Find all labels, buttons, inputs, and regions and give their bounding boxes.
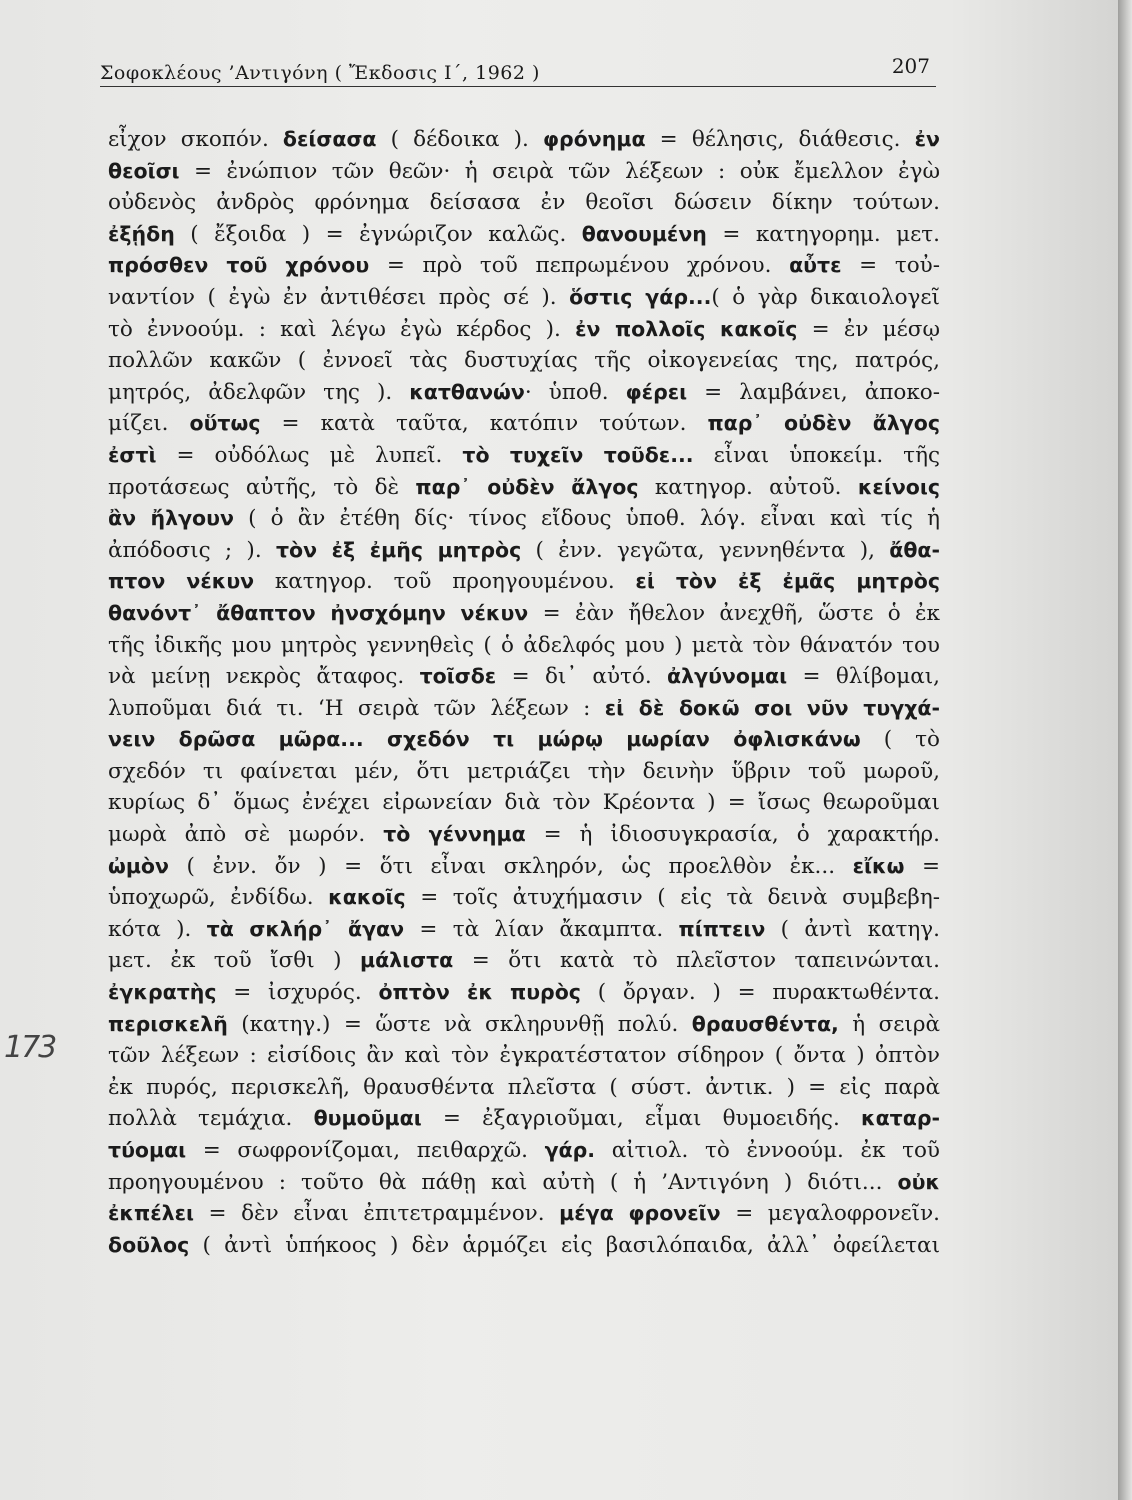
text-line bbox=[108, 377, 940, 409]
gloss-text: = ὅτι κατὰ τὸ πλεῖστον ταπεινώνται. bbox=[453, 948, 941, 974]
lemma-term: ὅστις γάρ... bbox=[569, 284, 712, 309]
lemma-term: μέγα φρονεῖν bbox=[559, 1201, 721, 1226]
lemma-term: ἐκπέλει bbox=[108, 1201, 194, 1226]
lemma-term: θεοῖσι bbox=[108, 158, 180, 183]
gloss-text: = μεγαλοφρονεῖν. bbox=[720, 1201, 940, 1227]
lemma-term: φέρει bbox=[625, 379, 688, 404]
gloss-text: ( ἔξοιδα ) = ἐγνώριζον καλῶς. bbox=[174, 221, 582, 247]
gloss-text: ( ἀντὶ κατηγ. bbox=[765, 916, 940, 942]
gloss-text: προτάσεως αὐτῆς, τὸ δὲ bbox=[108, 474, 416, 500]
page-number: 207 bbox=[891, 54, 930, 78]
gloss-text: = ἡ ἰδιοσυγκρασία, ὁ χαρακτήρ. bbox=[525, 822, 940, 848]
text-line bbox=[108, 282, 940, 314]
gloss-text: = κατὰ ταῦτα, κατόπιν τούτων. bbox=[260, 411, 708, 437]
text-line bbox=[108, 314, 940, 346]
lemma-term: τὸν ἐξ ἐμῆς μητρὸς bbox=[275, 537, 522, 562]
lemma-term: ὠμὸν bbox=[108, 853, 169, 878]
gloss-text: = ἐνώπιον τῶν θεῶν· ἡ σειρὰ τῶν λέξεων : οὐκ ἔμελλον ἐγὼ bbox=[179, 158, 940, 184]
gloss-text: μετ. ἐκ τοῦ ἴσθι ) bbox=[108, 948, 360, 974]
lemma-term: περισκελῆ bbox=[108, 1011, 228, 1036]
gloss-text: · ὑποθ. bbox=[524, 379, 626, 405]
text-line bbox=[108, 187, 940, 219]
text-line bbox=[108, 1040, 940, 1072]
text-line bbox=[108, 156, 940, 188]
gloss-text: = ἐν μέσῳ bbox=[797, 316, 940, 342]
gloss-text: = θλίβομαι, bbox=[787, 664, 940, 690]
text-line bbox=[108, 598, 940, 630]
lemma-term: παρ᾽ οὐδὲν ἄλγος bbox=[707, 411, 941, 436]
lemma-term: κείνοις bbox=[857, 474, 941, 499]
gloss-text: (κατηγ.) = ὥστε νὰ σκληρυνθῇ πολύ. bbox=[227, 1011, 692, 1037]
text-line bbox=[108, 345, 940, 377]
gloss-text: = κατηγορημ. μετ. bbox=[706, 221, 941, 247]
gloss-text: ὑποχωρῶ, ἐνδίδω. bbox=[108, 885, 329, 911]
gloss-text: = τὰ λίαν ἄκαμπτα. bbox=[404, 916, 679, 942]
text-line bbox=[108, 1072, 940, 1104]
gloss-text: = bbox=[904, 853, 940, 879]
gloss-text: προηγουμένου : τοῦτο θὰ πάθῃ καὶ αὐτὴ ( ἡ ’Αντιγόνη ) διότι... bbox=[108, 1169, 898, 1195]
text-line bbox=[108, 661, 940, 693]
gloss-text: ( ὁ ἂν ἐτέθη δίς· τίνος εἴδους ὑποθ. λόγ. εἶναι καὶ τίς ἡ bbox=[233, 506, 940, 532]
lemma-term: τύομαι bbox=[108, 1138, 187, 1162]
lemma-term: ἐγκρατὴς bbox=[108, 980, 217, 1005]
gloss-text: εἶναι ὑποκείμ. τῆς bbox=[693, 442, 940, 468]
lemma-term: εἴκω bbox=[852, 853, 905, 878]
text-line bbox=[108, 945, 940, 977]
text-line bbox=[108, 693, 940, 725]
gloss-text: ἡ σειρὰ bbox=[838, 1011, 940, 1037]
text-line bbox=[108, 440, 940, 472]
text-line bbox=[108, 535, 940, 567]
text-line bbox=[108, 882, 940, 914]
lemma-term: εἰ τὸν ἐξ ἐμᾶς μητρὸς bbox=[635, 569, 940, 594]
gloss-text: = λαμβάνει, ἀποκο- bbox=[687, 379, 941, 405]
text-line bbox=[108, 472, 940, 504]
text-line bbox=[108, 724, 940, 756]
gloss-text: = τοῖς ἀτυχήμασιν ( εἰς τὰ δεινὰ συμβεβη- bbox=[405, 885, 941, 911]
text-line bbox=[108, 756, 940, 788]
lemma-term: δείσασα bbox=[282, 127, 377, 151]
lemma-term: ἐν πολλοῖς κακοῖς bbox=[575, 316, 798, 341]
gloss-text: οὐδενὸς ἀνδρὸς φρόνημα δείσασα ἐν θεοῖσι δώσειν δίκην τούτων. bbox=[108, 190, 940, 216]
gloss-text: πολλὰ τεμάχια. bbox=[108, 1106, 314, 1132]
gloss-text: μίζει. bbox=[108, 411, 190, 437]
gloss-text: = δὲν εἶναι ἐπιτετραμμένον. bbox=[193, 1201, 560, 1227]
lemma-term: παρ᾽ οὐδὲν ἄλγος bbox=[415, 474, 639, 499]
lemma-term: ἄθα- bbox=[889, 537, 940, 562]
lemma-term: τοῖσδε bbox=[419, 664, 497, 689]
gloss-text: = ἐξαγριοῦμαι, εἶμαι θυμοειδής. bbox=[421, 1106, 861, 1132]
lemma-term: κατθανών bbox=[409, 379, 525, 404]
gloss-text: σχεδόν τι φαίνεται μέν, ὅτι μετριάζει τὴν δεινὴν ὕβριν τοῦ μωροῦ, bbox=[108, 758, 940, 784]
text-line bbox=[108, 219, 940, 251]
gloss-text: τὸ ἐννοούμ. : καὶ λέγω ἐγὼ κέρδος ). bbox=[108, 316, 576, 342]
gloss-text: = θέλησις, διάθεσις. bbox=[645, 127, 915, 152]
gloss-text: κατηγορ. αὐτοῦ. bbox=[638, 474, 858, 500]
lemma-term: θραυσθέντα, bbox=[691, 1011, 839, 1036]
lemma-term: ἂν ἤλγουν bbox=[108, 506, 234, 531]
gloss-text: = οὐδόλως μὲ λυπεῖ. bbox=[156, 442, 463, 468]
lemma-term: δοῦλος bbox=[108, 1232, 190, 1257]
text-line bbox=[108, 630, 940, 662]
lemma-term: ὀπτὸν ἐκ πυρὸς bbox=[378, 980, 581, 1005]
commentary-text bbox=[108, 124, 940, 1261]
text-line bbox=[108, 1009, 940, 1041]
lemma-term: ἐξῄδη bbox=[108, 221, 175, 246]
lemma-term: καταρ- bbox=[861, 1106, 940, 1131]
lemma-term: αὖτε bbox=[789, 253, 842, 278]
text-line bbox=[108, 1167, 940, 1199]
gloss-text: λυποῦμαι διά τι. ‘Η σειρὰ τῶν λέξεων : bbox=[108, 695, 605, 721]
text-line bbox=[108, 124, 940, 156]
text-line bbox=[108, 503, 940, 535]
gloss-text: μωρὰ ἀπὸ σὲ μωρόν. bbox=[108, 822, 384, 848]
page-edge-shadow bbox=[1118, 0, 1132, 1500]
gloss-text: ναντίον ( ἐγὼ ἐν ἀντιθέσει πρὸς σέ ). bbox=[108, 284, 570, 310]
header-rule bbox=[100, 86, 936, 87]
handwritten-margin-note: 173 bbox=[4, 1030, 56, 1065]
gloss-text: ἀπόδοσις ; ). bbox=[108, 537, 276, 563]
text-line bbox=[108, 408, 940, 440]
gloss-text: κατηγορ. τοῦ προηγουμένου. bbox=[254, 569, 636, 595]
lemma-term: οὐκ bbox=[897, 1169, 940, 1194]
lemma-term: μάλιστα bbox=[360, 948, 454, 973]
lemma-term: ἐν bbox=[914, 127, 940, 151]
gloss-text: τῶν λέξεων : εἰσίδοις ἂν καὶ τὸν ἐγκρατέστατον σίδηρον ( ὄντα ) ὀπτὸν bbox=[108, 1043, 940, 1069]
lemma-term: ἀλγύνομαι bbox=[667, 664, 788, 689]
gloss-text: ἐκ πυρός, περισκελῆ, θραυσθέντα πλεῖστα ( σύστ. ἀντικ. ) = εἰς παρὰ bbox=[108, 1074, 940, 1100]
text-line bbox=[108, 566, 940, 598]
running-title: Σοφοκλέους ’Αντιγόνη ( Ἔκδοσις Ι΄, 1962 ) bbox=[100, 62, 540, 84]
gloss-text: εἶχον σκοπόν. bbox=[108, 127, 283, 152]
lemma-term: πίπτειν bbox=[678, 916, 766, 941]
gloss-text: ( τὸ bbox=[860, 727, 940, 753]
gloss-text: = τοὐ- bbox=[841, 253, 940, 279]
lemma-term: νειν δρῶσα μῶρα... σχεδόν τι μώρῳ μωρίαν ὀφλισκάνω bbox=[108, 727, 861, 752]
text-line bbox=[108, 851, 940, 883]
gloss-text: = ἐὰν ἤθελον ἀνεχθῆ, ὥστε ὁ ἐκ bbox=[528, 600, 940, 626]
text-line bbox=[108, 250, 940, 282]
gloss-text: = πρὸ τοῦ πεπρωμένου χρόνου. bbox=[369, 253, 790, 279]
gloss-text: ( ὁ γὰρ δικαιολογεῖ bbox=[711, 284, 940, 310]
lemma-term: τὸ τυχεῖν τοῦδε... bbox=[462, 442, 694, 467]
gloss-text: = σωφρονίζομαι, πειθαρχῶ. bbox=[186, 1138, 545, 1163]
gloss-text: ( ἐνν. ὄν ) = ὅτι εἶναι σκληρόν, ὡς προελθὸν ἐκ... bbox=[168, 853, 853, 879]
lemma-term: φρόνημα bbox=[543, 127, 646, 151]
lemma-term: θυμοῦμαι bbox=[313, 1106, 422, 1131]
text-line bbox=[108, 787, 940, 819]
text-line bbox=[108, 977, 940, 1009]
gloss-text: ( ἀντὶ ὑπήκοος ) δὲν ἁρμόζει εἰς βασιλόπαιδα, ἀλλ᾽ ὀφείλεται bbox=[189, 1232, 940, 1258]
gloss-text: νὰ μείνῃ νεκρὸς ἄταφος. bbox=[108, 664, 420, 690]
gloss-text: μητρός, ἀδελφῶν της ). bbox=[108, 379, 410, 405]
gloss-text: τῆς ἰδικῆς μου μητρὸς γεννηθεὶς ( ὁ ἀδελφός μου ) μετὰ τὸν θάνατόν του bbox=[108, 632, 940, 658]
lemma-term: θανουμένη bbox=[581, 221, 707, 246]
gloss-text: = ἰσχυρός. bbox=[216, 980, 379, 1006]
lemma-term: γάρ. bbox=[544, 1138, 596, 1162]
gloss-text: = δι᾽ αὐτό. bbox=[496, 664, 668, 690]
page-header bbox=[100, 54, 934, 84]
lemma-term: πτον νέκυν bbox=[108, 569, 255, 594]
text-line bbox=[108, 1135, 940, 1167]
gloss-text: κότα ). bbox=[108, 916, 207, 942]
text-line bbox=[108, 1230, 940, 1262]
gloss-text: ( ὄργαν. ) = πυρακτωθέντα. bbox=[580, 980, 940, 1006]
lemma-term: τὰ σκλήρ᾽ ἄγαν bbox=[206, 916, 405, 941]
lemma-term: τὸ γέννημα bbox=[383, 822, 526, 847]
lemma-term: θανόντ᾽ ἄθαπτον ἠνσχόμην νέκυν bbox=[108, 600, 529, 625]
lemma-term: ἐστὶ bbox=[108, 442, 157, 467]
text-line bbox=[108, 1198, 940, 1230]
text-line bbox=[108, 914, 940, 946]
text-line bbox=[108, 1103, 940, 1135]
gloss-text: ( δέδοικα ). bbox=[376, 127, 544, 152]
gloss-text: ( ἐνν. γεγῶτα, γεννηθέντα ), bbox=[521, 537, 890, 563]
gloss-text: αἰτιολ. τὸ ἐννοούμ. ἐκ τοῦ bbox=[595, 1138, 941, 1163]
lemma-term: οὕτως bbox=[189, 411, 261, 436]
gloss-text: κυρίως δ᾽ ὅμως ἐνέχει εἰρωνείαν διὰ τὸν Κρέοντα ) = ἴσως θεωροῦμαι bbox=[108, 790, 940, 816]
text-line bbox=[108, 819, 940, 851]
lemma-term: πρόσθεν τοῦ χρόνου bbox=[108, 253, 370, 278]
lemma-term: εἰ δὲ δοκῶ σοι νῦν τυγχά- bbox=[604, 695, 941, 720]
gloss-text: πολλῶν κακῶν ( ἐννοεῖ τὰς δυστυχίας τῆς οἰκογενείας της, πατρός, bbox=[108, 348, 940, 374]
lemma-term: κακοῖς bbox=[328, 885, 406, 910]
